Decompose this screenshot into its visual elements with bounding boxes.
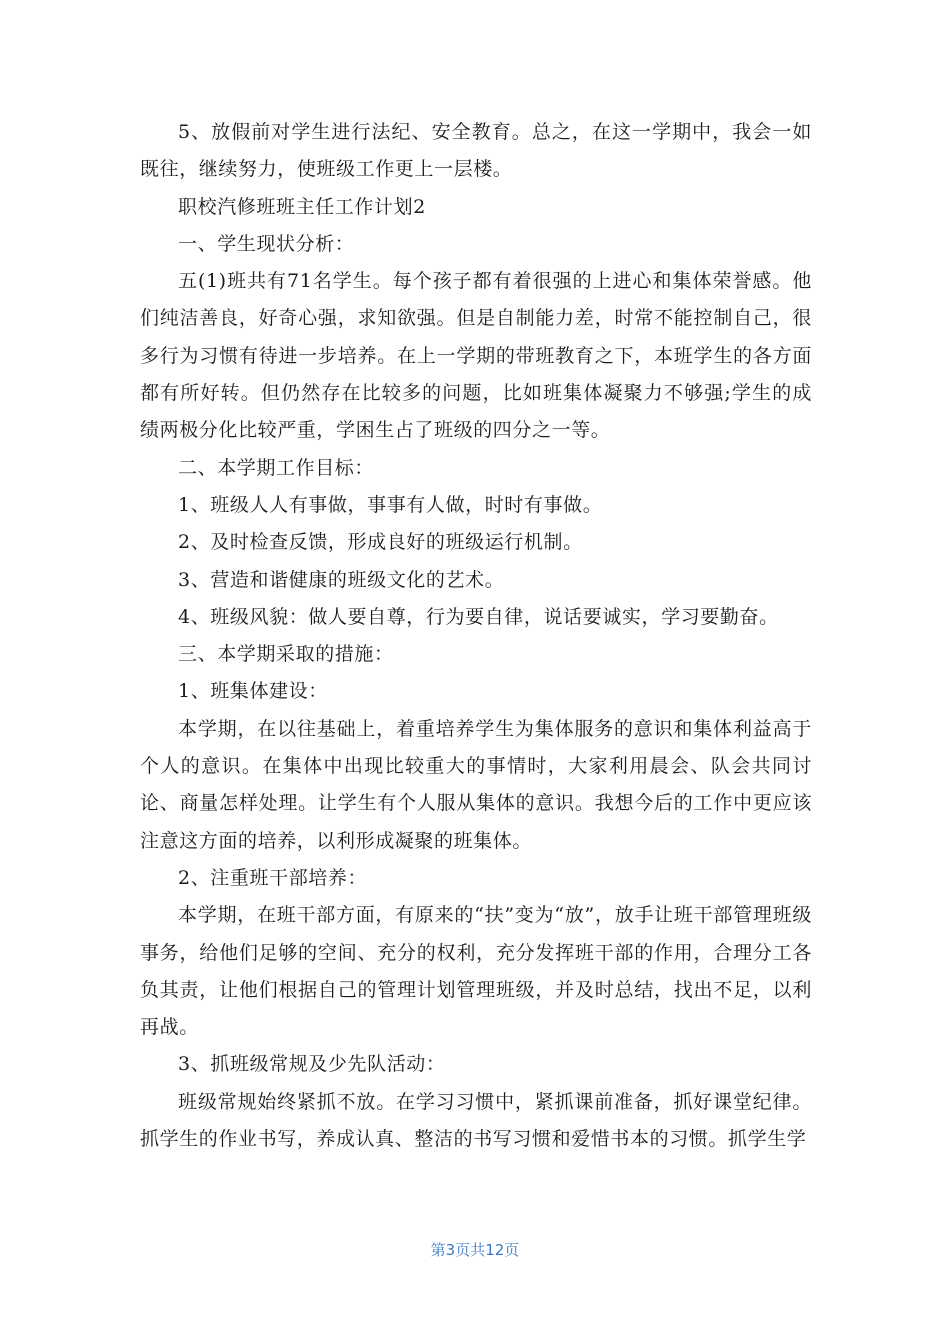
list-item: 1、班级人人有事做，事事有人做，时时有事做。	[178, 493, 603, 516]
list-item: 3、营造和谐健康的班级文化的艺术。	[178, 568, 505, 591]
paragraph: 本学期，在以往基础上，着重培养学生为集体服务的意识和集体利益高于个人的意识。在集体中出现比较重大的事情时，大家利用晨会、队会共同讨论、商量怎样处理。让学生有个人服从集体的意识。我想今后的工作中更应该注意这方面的培养，以利形成凝聚的班集体。	[140, 717, 812, 852]
subheading: 2、注重班干部培养：	[178, 866, 368, 889]
list-item: 4、班级风貌：做人要自尊，行为要自律，说话要诚实，学习要勤奋。	[178, 605, 779, 628]
paragraph: 本学期，在班干部方面，有原来的“扶”变为“放”，放手让班干部管理班级事务，给他们足够的空间、充分的权利，充分发挥班干部的作用，合理分工各负其责，让他们根据自己的管理计划管理班级，并及时总结，找出不足，以利再战。	[140, 904, 812, 1039]
section-title: 职校汽修班班主任工作计划2	[178, 195, 426, 218]
page-number: 第3页共12页	[430, 1241, 520, 1259]
paragraph: 五(1)班共有71名学生。每个孩子都有着很强的上进心和集体荣誉感。他们纯洁善良，好奇心强，求知欲强。但是自制能力差，时常不能控制自己，很多行为习惯有待进一步培养。在上一学期的带班教育之下，本班学生的各方面都有所好转。但仍然存在比较多的问题，比如班集体凝聚力不够强;学生的成绩两极分化比较严重，学困生占了班级的四分之一等。	[140, 270, 812, 442]
paragraph: 班级常规始终紧抓不放。在学习习惯中，紧抓课前准备，抓好课堂纪律。抓学生的作业书写，养成认真、整洁的书写习惯和爱惜书本的习惯。抓学生学	[140, 1090, 812, 1151]
paragraph: 5、放假前对学生进行法纪、安全教育。总之，在这一学期中，我会一如既往，继续努力，使班级工作更上一层楼。	[140, 121, 812, 181]
list-item: 2、及时检查反馈，形成良好的班级运行机制。	[178, 531, 583, 554]
subheading: 3、抓班级常规及少先队活动：	[178, 1053, 446, 1076]
heading: 三、本学期采取的措施：	[178, 643, 394, 666]
subheading: 1、班集体建设：	[178, 680, 328, 703]
heading: 二、本学期工作目标：	[178, 456, 375, 479]
document-body	[140, 114, 812, 1158]
heading: 一、学生现状分析：	[178, 232, 355, 255]
